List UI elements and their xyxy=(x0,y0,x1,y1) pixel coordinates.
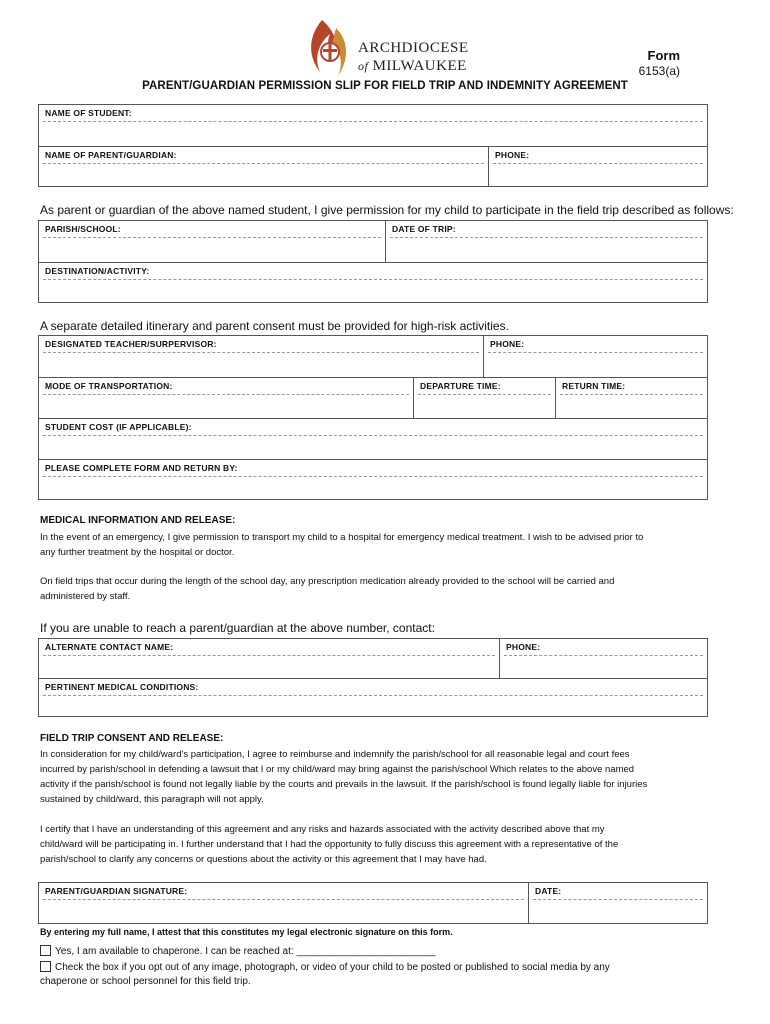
signature-cell xyxy=(39,883,528,923)
teacher-field[interactable] xyxy=(41,354,481,375)
student-name-cell xyxy=(39,105,707,146)
permission-sentence: As parent or guardian of the above named student, I give permission for my child to participate in the field trip described as follows: xyxy=(40,203,734,217)
consent-paragraph-1: In consideration for my child/ward's participation, I agree to reimburse and indemnify the parish/school for all reasonable legal and court fees incurred by parish/school in defending a lawsuit that I or my child/ward may bring against the parish/school Which relates to the above named activity if the parish/school is found not legally liable by the courts and prevails in the lawsuit. If the parish/school is found legally liable for injuries sustained by child/ward, this paragraph will not apply. xyxy=(40,749,648,805)
signature-date-cell xyxy=(529,883,707,923)
parish-field[interactable] xyxy=(41,239,383,260)
signature-field[interactable] xyxy=(41,901,526,921)
teacher-phone-cell xyxy=(484,336,707,377)
transport-label: MODE OF TRANSPORTATION: xyxy=(45,381,173,391)
form-number: 6153(a) xyxy=(638,64,680,78)
return-by-field[interactable] xyxy=(41,478,705,498)
parish-label: PARISH/SCHOOL: xyxy=(45,224,121,234)
parent-name-cell xyxy=(39,147,488,187)
medical-conditions-label: PERTINENT MEDICAL CONDITIONS: xyxy=(45,682,199,692)
parish-cell xyxy=(39,221,385,262)
teacher-cell xyxy=(39,336,483,377)
return-by-cell xyxy=(39,460,707,500)
consent-heading: FIELD TRIP CONSENT AND RELEASE: xyxy=(40,733,224,744)
transport-cell xyxy=(39,378,413,418)
flame-cross-icon xyxy=(300,14,360,84)
signature-date-field[interactable] xyxy=(531,901,705,921)
optout-checkbox[interactable] xyxy=(40,961,51,972)
cost-field[interactable] xyxy=(41,437,705,457)
form-label: Form xyxy=(647,48,680,63)
parent-phone-field[interactable] xyxy=(491,165,705,185)
optout-text-line2: chaperone or school personnel for this field trip. xyxy=(40,976,251,987)
alt-contact-label: ALTERNATE CONTACT NAME: xyxy=(45,642,174,652)
medical-conditions-field[interactable] xyxy=(41,697,705,715)
signature-date-label: DATE: xyxy=(535,886,562,896)
logo-text-archdiocese: ARCHDIOCESE xyxy=(358,40,469,56)
trip-date-cell xyxy=(386,221,707,262)
medical-paragraph-2: On field trips that occur during the length of the school day, any prescription medication already provided to the school will be carried and administered by staff. xyxy=(40,576,615,602)
chaperone-row xyxy=(40,945,436,957)
medical-conditions-cell xyxy=(39,679,707,717)
destination-cell xyxy=(39,263,707,303)
alternate-contact-box xyxy=(38,638,708,717)
signature-note: By entering my full name, I attest that this constitutes my legal electronic signature on this form. xyxy=(40,927,453,937)
alt-phone-label: PHONE: xyxy=(506,642,541,652)
parent-name-field[interactable] xyxy=(41,165,486,185)
page-title: PARENT/GUARDIAN PERMISSION SLIP FOR FIELD TRIP AND INDEMNITY AGREEMENT xyxy=(142,80,628,92)
optout-row xyxy=(40,961,610,973)
alt-phone-cell xyxy=(500,639,707,678)
return-by-label: PLEASE COMPLETE FORM AND RETURN BY: xyxy=(45,463,238,473)
contact-sentence: If you are unable to reach a parent/guardian at the above number, contact: xyxy=(40,621,435,635)
archdiocese-logo xyxy=(300,14,470,84)
chaperone-checkbox[interactable] xyxy=(40,945,51,956)
trip-date-label: DATE OF TRIP: xyxy=(392,224,456,234)
student-parent-box xyxy=(38,104,708,187)
destination-label: DESTINATION/ACTIVITY: xyxy=(45,266,150,276)
parent-phone-label: PHONE: xyxy=(495,150,530,160)
consent-paragraph-2: I certify that I have an understanding of this agreement and any risks and hazards associated with the activity described above that my child/ward will be participating in. I further understand that I had the opportunity to fully discuss this agreement with a representative of the parish/school to clarify any concerns or questions about the activity or this agreement that I may have had. xyxy=(40,824,619,865)
return-time-field[interactable] xyxy=(558,396,705,416)
medical-heading: MEDICAL INFORMATION AND RELEASE: xyxy=(40,515,236,526)
parent-phone-cell xyxy=(489,147,707,187)
parent-name-label: NAME OF PARENT/GUARDIAN: xyxy=(45,150,177,160)
departure-field[interactable] xyxy=(416,396,553,416)
teacher-label: DESIGNATED TEACHER/SURPERVISOR: xyxy=(45,339,217,349)
logo-text-milwaukee: of MILWAUKEE xyxy=(358,58,467,74)
teacher-phone-label: PHONE: xyxy=(490,339,525,349)
return-time-label: RETURN TIME: xyxy=(562,381,626,391)
student-name-field[interactable] xyxy=(41,123,705,144)
cost-cell xyxy=(39,419,707,459)
chaperone-text: Yes, I am available to chaperone. I can be reached at: _________________________ xyxy=(55,946,436,957)
destination-field[interactable] xyxy=(41,281,705,301)
return-time-cell xyxy=(556,378,707,418)
alt-phone-field[interactable] xyxy=(502,657,705,676)
alt-contact-field[interactable] xyxy=(41,657,497,676)
departure-label: DEPARTURE TIME: xyxy=(420,381,501,391)
trip-details-box xyxy=(38,220,708,303)
alt-contact-cell xyxy=(39,639,499,678)
transport-field[interactable] xyxy=(41,396,411,416)
medical-paragraph-1: In the event of an emergency, I give permission to transport my child to a hospital for emergency medical treatment. I wish to be advised prior to any further treatment by the hospital or doctor. xyxy=(40,532,644,558)
cost-label: STUDENT COST (IF APPLICABLE): xyxy=(45,422,192,432)
itinerary-sentence: A separate detailed itinerary and parent consent must be provided for high-risk activities. xyxy=(40,319,509,333)
signature-label: PARENT/GUARDIAN SIGNATURE: xyxy=(45,886,188,896)
teacher-phone-field[interactable] xyxy=(486,354,705,375)
student-name-label: NAME OF STUDENT: xyxy=(45,108,132,118)
optout-text-line1: Check the box if you opt out of any image, photograph, or video of your child to be posted or published to social media by any xyxy=(55,962,610,973)
departure-cell xyxy=(414,378,555,418)
trip-date-field[interactable] xyxy=(388,239,705,260)
signature-box xyxy=(38,882,708,924)
logistics-box xyxy=(38,335,708,500)
